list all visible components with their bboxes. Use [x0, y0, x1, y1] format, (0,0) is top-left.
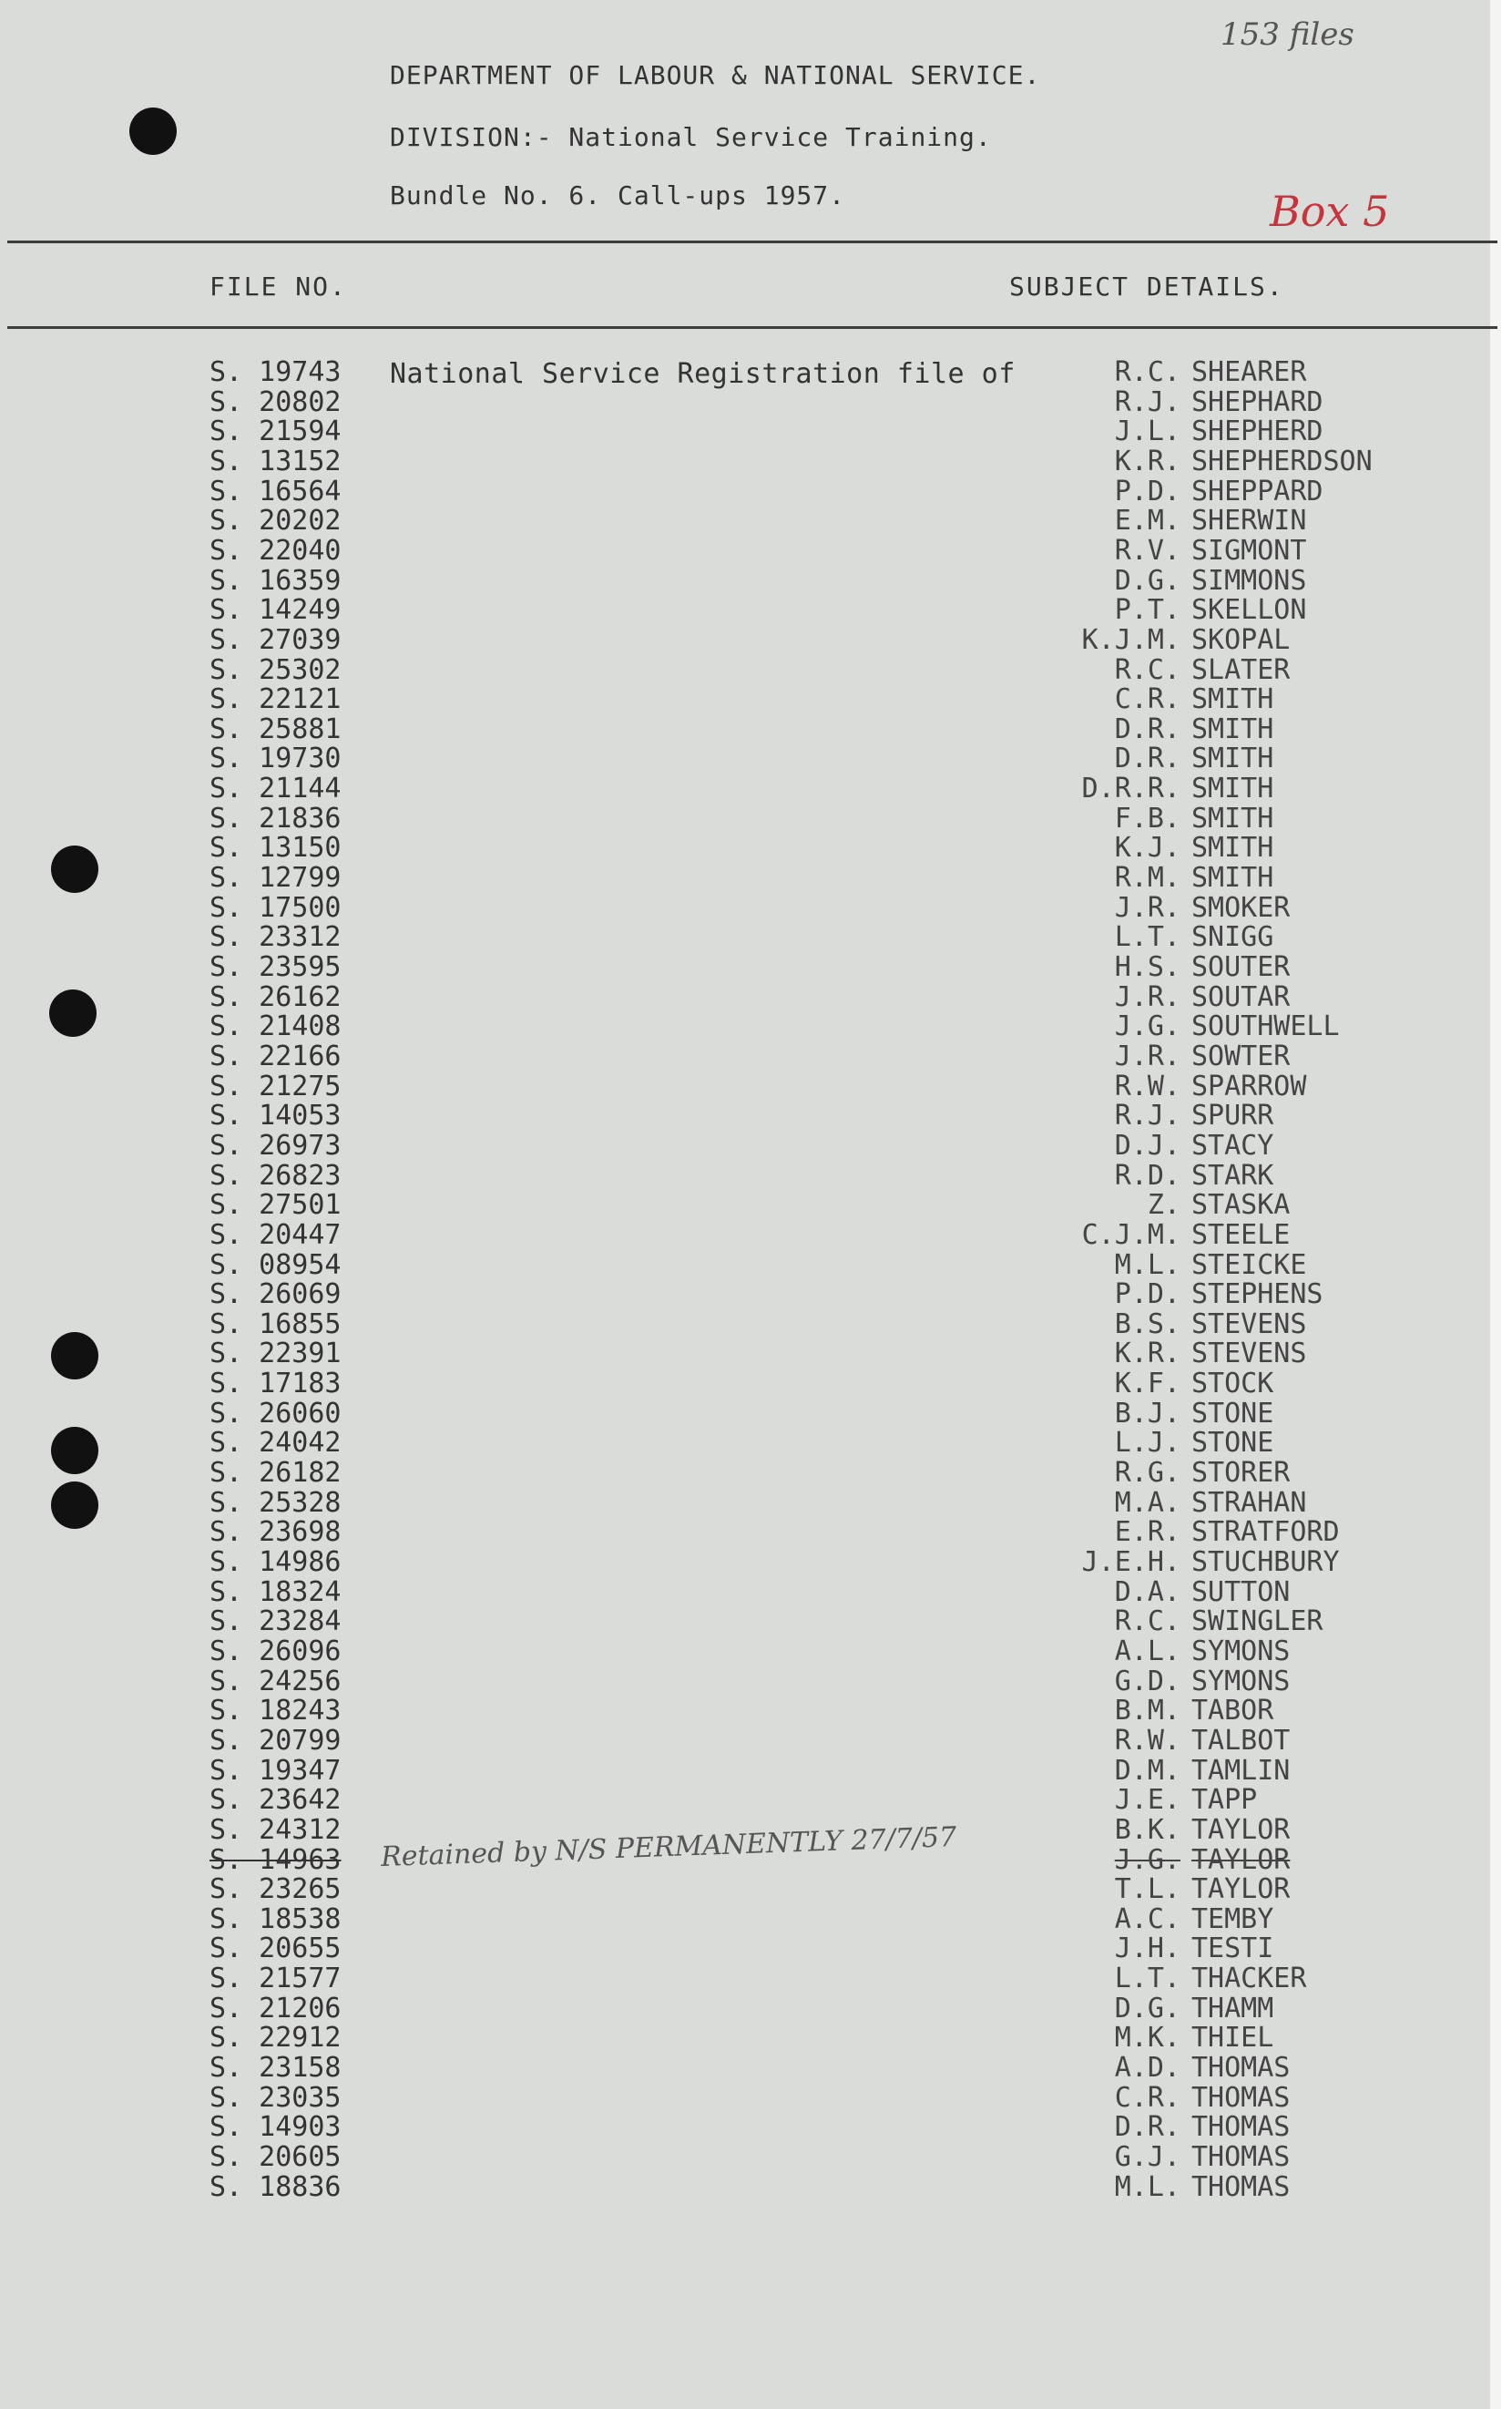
file-number: S. 20447: [209, 1218, 342, 1251]
department-heading: DEPARTMENT OF LABOUR & NATIONAL SERVICE.: [390, 60, 1041, 90]
file-number: S. 25328: [209, 1486, 342, 1519]
subject-surname: STONE: [1191, 1427, 1274, 1460]
subject-initials: R.J.: [1114, 385, 1180, 418]
file-entry-row: [0, 1607, 1501, 1636]
subject-initials: M.A.: [1114, 1486, 1180, 1519]
file-number: S. 23035: [209, 2081, 342, 2114]
subject-initials: D.R.: [1114, 743, 1180, 775]
file-number: S. 22040: [209, 534, 342, 567]
subject-surname: STEELE: [1191, 1218, 1291, 1251]
file-entry-row: [0, 2143, 1501, 2172]
file-entry-row: [0, 1191, 1501, 1220]
file-number: S. 21275: [209, 1070, 342, 1102]
file-entry-row: [0, 1072, 1501, 1102]
file-number: S. 20799: [209, 1724, 342, 1757]
file-entry-row: [0, 1697, 1501, 1726]
subject-surname: SOUTHWELL: [1191, 1010, 1340, 1043]
file-entry-row: [0, 385, 1501, 418]
file-entry-row: [0, 774, 1501, 804]
file-entry-row: [0, 477, 1501, 507]
file-entry-row: [0, 1042, 1501, 1071]
file-entry-row: [0, 1248, 1501, 1281]
file-entry-row: [0, 744, 1501, 774]
subject-surname: STONE: [1191, 1397, 1274, 1430]
header-rule-top: [7, 241, 1497, 243]
subject-initials: R.W.: [1114, 1070, 1180, 1102]
subject-surname: SMITH: [1191, 832, 1274, 865]
file-entry-row: [0, 1754, 1501, 1787]
file-entry-row: [0, 2081, 1501, 2114]
subject-surname: TAYLOR: [1191, 1813, 1291, 1846]
subject-surname: THOMAS: [1191, 2170, 1291, 2203]
file-number: S. 20202: [209, 505, 342, 538]
subject-initials: M.L.: [1114, 1248, 1180, 1281]
subject-initials: R.C.: [1114, 1605, 1180, 1638]
file-entry-row: [0, 2170, 1501, 2203]
bundle-heading: Bundle No. 6. Call-ups 1957.: [390, 180, 846, 210]
subject-initials: D.R.: [1114, 2111, 1180, 2144]
subject-initials: P.D.: [1114, 1278, 1180, 1311]
file-entry-row: [0, 1429, 1501, 1458]
file-number: S. 26182: [209, 1457, 342, 1490]
file-entry-row: [0, 623, 1501, 656]
subject-initials: J.G.: [1114, 1010, 1180, 1043]
subject-initials: R.C.: [1114, 653, 1180, 686]
file-entry-row: [0, 1518, 1501, 1547]
file-number: S. 21836: [209, 802, 342, 835]
file-number: S. 21577: [209, 1963, 342, 1995]
punch-hole: [129, 108, 177, 155]
subject-initials: C.R.: [1114, 683, 1180, 716]
subject-initials: H.S.: [1114, 951, 1180, 983]
subject-surname: SMITH: [1191, 802, 1274, 835]
file-entry-row: [0, 1667, 1501, 1697]
subject-initials: D.M.: [1114, 1754, 1180, 1787]
file-entry-row: [0, 1902, 1501, 1935]
subject-surname: THOMAS: [1191, 2141, 1291, 2173]
file-entry-row: [0, 507, 1501, 536]
subject-surname: SHEARER: [1191, 356, 1307, 388]
subject-surname: SYMONS: [1191, 1665, 1291, 1697]
file-number: S. 21594: [209, 415, 342, 448]
file-number: S. 17183: [209, 1368, 342, 1400]
file-entry-row: [0, 1307, 1501, 1340]
subject-initials: B.S.: [1114, 1307, 1180, 1340]
file-entry-row: [0, 953, 1501, 982]
file-number: S. 19743: [209, 356, 342, 388]
subject-surname: TABOR: [1191, 1695, 1274, 1727]
subject-surname: SHERWIN: [1191, 505, 1307, 538]
file-entry-row: [0, 596, 1501, 625]
subject-initials: D.G.: [1114, 564, 1180, 597]
subject-surname: STEICKE: [1191, 1248, 1307, 1281]
subject-surname: SWINGLER: [1191, 1605, 1323, 1638]
subject-surname: STRATFORD: [1191, 1516, 1340, 1549]
subject-surname: TEMBY: [1191, 1902, 1274, 1935]
file-entry-row: [0, 1102, 1501, 1131]
subject-initials: J.H.: [1114, 1932, 1180, 1965]
subject-initials: K.J.: [1114, 832, 1180, 865]
subject-surname: SPURR: [1191, 1100, 1274, 1133]
subject-initials: R.D.: [1114, 1159, 1180, 1192]
subject-initials: Z.: [1147, 1189, 1180, 1222]
subject-initials: J.G.: [1114, 1843, 1180, 1876]
subject-initials: K.F.: [1114, 1368, 1180, 1400]
subject-surname: SKELLON: [1191, 594, 1307, 627]
file-number: S. 22912: [209, 2022, 342, 2055]
subject-surname: THOMAS: [1191, 2111, 1291, 2144]
subject-initials: L.T.: [1114, 921, 1180, 954]
subject-initials: R.G.: [1114, 1457, 1180, 1490]
subject-surname: STRAHAN: [1191, 1486, 1307, 1519]
subject-initials: D.G.: [1114, 1992, 1180, 2025]
subject-surname: THIEL: [1191, 2022, 1274, 2055]
subject-initials: C.J.M.: [1081, 1218, 1180, 1251]
division-heading: DIVISION:- National Service Training.: [390, 122, 992, 152]
file-entry-row: [0, 891, 1501, 924]
file-number: S. 16855: [209, 1307, 342, 1340]
file-number: S. 26069: [209, 1278, 342, 1311]
file-entry-row: [0, 685, 1501, 714]
file-entry-row: [0, 1159, 1501, 1192]
subject-initials: E.R.: [1114, 1516, 1180, 1549]
file-entry-row: [0, 1218, 1501, 1251]
subject-surname: SMITH: [1191, 743, 1274, 775]
file-number: S. 12799: [209, 862, 342, 895]
file-entry-row: [0, 564, 1501, 597]
file-entry-row: [0, 653, 1501, 686]
subject-initials: J.L.: [1114, 415, 1180, 448]
file-number: S. 26060: [209, 1397, 342, 1430]
subject-surname: SUTTON: [1191, 1575, 1291, 1608]
subject-surname: SPARROW: [1191, 1070, 1307, 1102]
file-number: S. 16564: [209, 475, 342, 507]
subject-surname: SMITH: [1191, 712, 1274, 745]
subject-initials: P.D.: [1114, 475, 1180, 507]
subject-initials: P.T.: [1114, 594, 1180, 627]
subject-initials: J.E.: [1114, 1784, 1180, 1817]
file-number: S. 22166: [209, 1040, 342, 1072]
file-entry-row: [0, 1129, 1501, 1162]
file-number: S. 20655: [209, 1932, 342, 1965]
subject-surname: THOMAS: [1191, 2052, 1291, 2085]
subject-surname: THAMM: [1191, 1992, 1274, 2025]
handwritten-retained-note: Retained by N/S PERMANENTLY 27/7/57: [380, 1820, 957, 1874]
subject-surname: SOUTAR: [1191, 980, 1291, 1013]
file-entry-row: [0, 1486, 1501, 1519]
subject-initials: D.A.: [1114, 1575, 1180, 1608]
file-entry-row: [0, 864, 1501, 893]
file-entry-row: [0, 980, 1501, 1013]
file-number: S. 13150: [209, 832, 342, 865]
subject-initials: J.R.: [1114, 1040, 1180, 1072]
subject-initials: K.R.: [1114, 445, 1180, 477]
file-number: S. 19730: [209, 743, 342, 775]
subject-initials: B.M.: [1114, 1695, 1180, 1727]
file-number: S. 17500: [209, 891, 342, 924]
registration-intro: National Service Registration file of: [390, 358, 1016, 390]
file-number: S. 26162: [209, 980, 342, 1013]
file-entry-row: [0, 1875, 1501, 1904]
file-entry-row: [0, 1637, 1501, 1666]
file-entry-row: [0, 712, 1501, 745]
subject-surname: SHEPPARD: [1191, 475, 1323, 507]
file-entry-row: [0, 1459, 1501, 1488]
file-number: S. 26823: [209, 1159, 342, 1192]
subject-initials: M.K.: [1114, 2022, 1180, 2055]
file-entry-row: [0, 1548, 1501, 1577]
file-number: S. 18538: [209, 1902, 342, 1935]
file-entry-row: [0, 2054, 1501, 2083]
subject-initials: D.R.R.: [1081, 773, 1180, 805]
box-label: Box 5: [1270, 187, 1390, 236]
column-subject-details: SUBJECT DETAILS.: [1009, 272, 1284, 302]
file-number: S. 22391: [209, 1338, 342, 1370]
file-entry-row: [0, 1964, 1501, 1994]
subject-initials: A.C.: [1114, 1902, 1180, 1935]
subject-initials: L.T.: [1114, 1963, 1180, 1995]
file-entry-row: [0, 1786, 1501, 1815]
file-number: S. 26096: [209, 1635, 342, 1667]
subject-surname: TAYLOR: [1191, 1873, 1291, 1906]
subject-initials: R.J.: [1114, 1100, 1180, 1133]
subject-surname: STEPHENS: [1191, 1278, 1323, 1311]
subject-surname: STORER: [1191, 1457, 1291, 1490]
subject-surname: TAPP: [1191, 1784, 1258, 1817]
file-number: S. 16359: [209, 564, 342, 597]
file-number: S. 23265: [209, 1873, 342, 1906]
file-entry-row: [0, 802, 1501, 835]
file-number: S. 23158: [209, 2052, 342, 2085]
subject-surname: THACKER: [1191, 1963, 1307, 1995]
subject-initials: D.J.: [1114, 1129, 1180, 1162]
file-number: S. 08954: [209, 1248, 342, 1281]
subject-initials: C.R.: [1114, 2081, 1180, 2114]
file-number: S. 21206: [209, 1992, 342, 2025]
subject-surname: SHEPHERD: [1191, 415, 1323, 448]
subject-surname: TESTI: [1191, 1932, 1274, 1965]
file-number: S. 24042: [209, 1427, 342, 1460]
subject-surname: SYMONS: [1191, 1635, 1291, 1667]
subject-surname: SMOKER: [1191, 891, 1291, 924]
subject-initials: J.R.: [1114, 980, 1180, 1013]
subject-surname: SHEPHARD: [1191, 385, 1323, 418]
file-number: S. 18243: [209, 1695, 342, 1727]
file-entry-row: [0, 1280, 1501, 1309]
file-entry-row: [0, 1724, 1501, 1757]
file-number: S. 24312: [209, 1813, 342, 1846]
subject-surname: SHEPHERDSON: [1191, 445, 1373, 477]
subject-surname: TAYLOR: [1191, 1843, 1291, 1876]
file-number: S. 13152: [209, 445, 342, 477]
subject-surname: SOWTER: [1191, 1040, 1291, 1072]
subject-initials: J.E.H.: [1081, 1546, 1180, 1578]
subject-surname: TAMLIN: [1191, 1754, 1291, 1787]
subject-initials: K.R.: [1114, 1338, 1180, 1370]
file-entry-row: [0, 2024, 1501, 2053]
file-number: S. 14249: [209, 594, 342, 627]
subject-surname: SKOPAL: [1191, 623, 1291, 656]
file-entry-row: [0, 1369, 1501, 1399]
subject-surname: STACY: [1191, 1129, 1274, 1162]
subject-surname: SMITH: [1191, 773, 1274, 805]
subject-initials: J.R.: [1114, 891, 1180, 924]
subject-surname: STEVENS: [1191, 1307, 1307, 1340]
subject-surname: SIMMONS: [1191, 564, 1307, 597]
subject-initials: K.J.M.: [1081, 623, 1180, 656]
file-number: S. 14963: [209, 1843, 342, 1876]
subject-surname: THOMAS: [1191, 2081, 1291, 2114]
subject-initials: D.R.: [1114, 712, 1180, 745]
file-number: S. 23642: [209, 1784, 342, 1817]
subject-initials: R.W.: [1114, 1724, 1180, 1757]
file-number: S. 23284: [209, 1605, 342, 1638]
file-number: S. 23595: [209, 951, 342, 983]
file-entry-row: [0, 1934, 1501, 1963]
file-entry-row: [0, 1399, 1501, 1429]
file-number: S. 14986: [209, 1546, 342, 1578]
file-entry-row: [0, 447, 1501, 477]
file-entry-row: [0, 358, 1501, 387]
subject-surname: SOUTER: [1191, 951, 1291, 983]
file-entry-row: [0, 417, 1501, 446]
subject-initials: R.M.: [1114, 862, 1180, 895]
file-number: S. 27039: [209, 623, 342, 656]
file-number: S. 18836: [209, 2170, 342, 2203]
subject-initials: B.K.: [1114, 1813, 1180, 1846]
subject-surname: STEVENS: [1191, 1338, 1307, 1370]
file-number: S. 14903: [209, 2111, 342, 2144]
file-entry-row: [0, 534, 1501, 567]
file-number: S. 21408: [209, 1010, 342, 1043]
file-number: S. 20802: [209, 385, 342, 418]
file-number: S. 21144: [209, 773, 342, 805]
file-number: S. 25881: [209, 712, 342, 745]
subject-initials: R.V.: [1114, 534, 1180, 567]
subject-initials: G.D.: [1114, 1665, 1180, 1697]
subject-initials: T.L.: [1114, 1873, 1180, 1906]
subject-surname: STUCHBURY: [1191, 1546, 1340, 1578]
subject-initials: E.M.: [1114, 505, 1180, 538]
file-entry-row: [0, 1339, 1501, 1369]
file-entry-row: [0, 834, 1501, 863]
file-entry-row: [0, 1575, 1501, 1608]
subject-surname: TALBOT: [1191, 1724, 1291, 1757]
file-entry-row: [0, 1994, 1501, 2024]
file-number: S. 18324: [209, 1575, 342, 1608]
header-rule-bottom: [7, 326, 1497, 329]
subject-surname: STASKA: [1191, 1189, 1291, 1222]
file-number: S. 25302: [209, 653, 342, 686]
file-entry-row: [0, 923, 1501, 952]
subject-initials: L.J.: [1114, 1427, 1180, 1460]
subject-initials: A.D.: [1114, 2052, 1180, 2085]
handwritten-file-count: 153 files: [1221, 16, 1354, 53]
subject-initials: B.J.: [1114, 1397, 1180, 1430]
file-number: S. 23312: [209, 921, 342, 954]
file-number: S. 20605: [209, 2141, 342, 2173]
subject-surname: SMITH: [1191, 862, 1274, 895]
subject-initials: R.C.: [1114, 356, 1180, 388]
subject-surname: STOCK: [1191, 1368, 1274, 1400]
column-file-no: FILE NO.: [209, 272, 347, 302]
file-entry-row: [0, 1012, 1501, 1041]
file-number: S. 27501: [209, 1189, 342, 1222]
subject-surname: SNIGG: [1191, 921, 1274, 954]
subject-initials: F.B.: [1114, 802, 1180, 835]
subject-surname: STARK: [1191, 1159, 1274, 1192]
file-entry-row: [0, 2113, 1501, 2142]
subject-surname: SIGMONT: [1191, 534, 1307, 567]
subject-initials: G.J.: [1114, 2141, 1180, 2173]
file-number: S. 14053: [209, 1100, 342, 1133]
file-number: S. 19347: [209, 1754, 342, 1787]
subject-surname: SLATER: [1191, 653, 1291, 686]
file-number: S. 26973: [209, 1129, 342, 1162]
subject-initials: M.L.: [1114, 2170, 1180, 2203]
subject-surname: SMITH: [1191, 683, 1274, 716]
file-number: S. 24256: [209, 1665, 342, 1697]
file-number: S. 22121: [209, 683, 342, 716]
file-number: S. 23698: [209, 1516, 342, 1549]
subject-initials: A.L.: [1114, 1635, 1180, 1667]
